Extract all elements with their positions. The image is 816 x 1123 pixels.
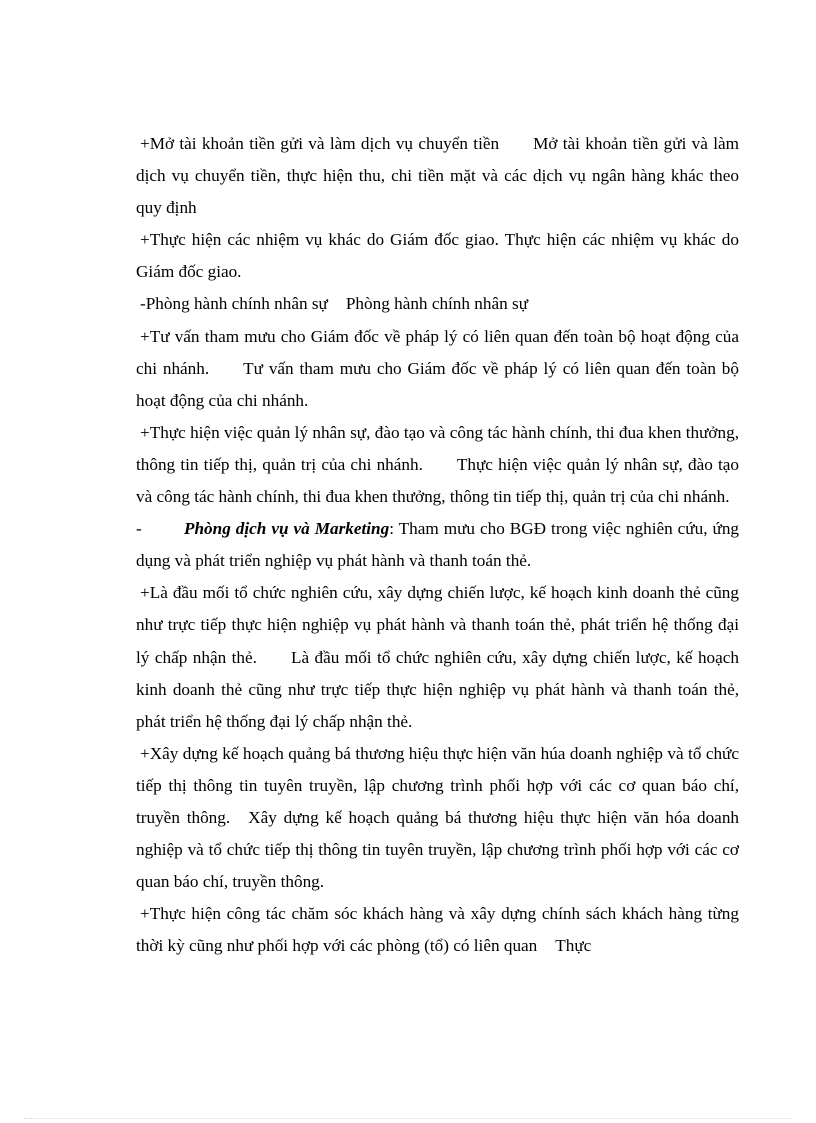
paragraph-marker: + xyxy=(140,134,150,153)
paragraph-text: : Tham mưu cho BGĐ trong việc nghiên cứu, ứng dụng và phát triển nghiệp vụ phát hành và thanh toán thẻ. xyxy=(136,519,740,571)
paragraph-text: Phòng hành chính nhân sự xyxy=(145,294,328,314)
paragraph-marker: + xyxy=(140,743,150,763)
page-bottom-divider xyxy=(24,1118,792,1119)
paragraph-marker: - xyxy=(140,294,146,314)
paragraph-marker: + xyxy=(140,230,150,250)
section-heading: Phòng dịch vụ và Marketing xyxy=(184,519,390,539)
paragraph-repeat-text: Thực hiện các nhiệm vụ khác do Giám đốc giao. xyxy=(136,230,739,282)
paragraph-text: Tư vấn tham mưu cho Giám đốc về pháp lý có liên quan đến toàn bộ hoạt động của chi nhánh. xyxy=(136,326,739,378)
paragraph-repeat-text: Mở tài khoản tiền gửi và làm dịch vụ chuyển tiền, thực hiện thu, chi tiền mặt và các dịch vụ ngân hàng khác theo quy định xyxy=(136,134,739,218)
paragraph-repeat-text: Phòng hành chính nhân sự xyxy=(345,294,529,314)
paragraph-repeat-text: Xây dựng kế hoạch quảng bá thương hiệu thực hiện văn hóa doanh nghiệp và tổ chức tiếp thị thông tin tuyên truyền, lập chương trình phối hợp với các cơ quan báo chí, truyền thông. xyxy=(136,807,740,892)
document-body xyxy=(136,128,739,962)
paragraph-customer-care xyxy=(136,898,739,962)
paragraph-card-strategy xyxy=(136,577,739,737)
paragraph-brand-promotion xyxy=(136,738,739,898)
paragraph-marketing-department xyxy=(136,513,739,577)
paragraph-repeat-text: Là đầu mối tổ chức nghiên cứu, xây dựng chiến lược, kế hoạch kinh doanh thẻ cũng như trực tiếp thực hiện nghiệp vụ phát hành và thanh toán thẻ, phát triển hệ thống đại lý chấp nhận thẻ. xyxy=(136,647,739,731)
paragraph-repeat-text: Thực hiện việc quản lý nhân sự, đào tạo và công tác hành chính, thi đua khen thưởng, thông tin tiếp thị, quản trị của chi nhánh. xyxy=(136,454,739,507)
paragraph-text: Thực hiện việc quản lý nhân sự, đào tạo và công tác hành chính, thi đua khen thưởng, thông tin tiếp thị, quản trị của chi nhánh. xyxy=(136,422,739,474)
paragraph-repeat-text: Thực xyxy=(555,936,592,956)
paragraph-marker: + xyxy=(140,904,150,924)
paragraph-text: Mở tài khoản tiền gửi và làm dịch vụ chuyển tiền xyxy=(149,134,500,153)
paragraph-other-tasks xyxy=(136,224,739,288)
paragraph-legal-advice xyxy=(136,321,739,417)
paragraph-text: Thực hiện công tác chăm sóc khách hàng và xây dựng chính sách khách hàng từng thời kỳ cũng như phối hợp với các phòng (tổ) có liên quan xyxy=(136,904,739,956)
paragraph-open-accounts xyxy=(136,128,739,224)
paragraph-hr-department xyxy=(136,288,739,320)
paragraph-marker: + xyxy=(140,583,150,603)
paragraph-text: Là đầu mối tổ chức nghiên cứu, xây dựng chiến lược, kế hoạch kinh doanh thẻ cũng như trực tiếp thực hiện nghiệp vụ phát hành và thanh toán thẻ, phát triển hệ thống đại lý chấp nhận thẻ. xyxy=(136,583,739,667)
paragraph-text: Xây dựng kế hoạch quảng bá thương hiệu thực hiện văn húa doanh nghiệp và tổ chức tiếp thị thông tin tuyên truyền, lập chương trình phối hợp với các cơ quan báo chí, truyền thông. xyxy=(136,743,739,827)
paragraph-text: Thực hiện các nhiệm vụ khác do Giám đốc giao. xyxy=(149,230,499,250)
paragraph-marker: + xyxy=(140,422,150,442)
paragraph-marker: + xyxy=(140,326,150,346)
paragraph-repeat-text: Tư vấn tham mưu cho Giám đốc về pháp lý có liên quan đến toàn bộ hoạt động của chi nhánh. xyxy=(136,358,739,410)
paragraph-hr-management xyxy=(136,417,739,513)
paragraph-marker: - xyxy=(136,519,142,539)
